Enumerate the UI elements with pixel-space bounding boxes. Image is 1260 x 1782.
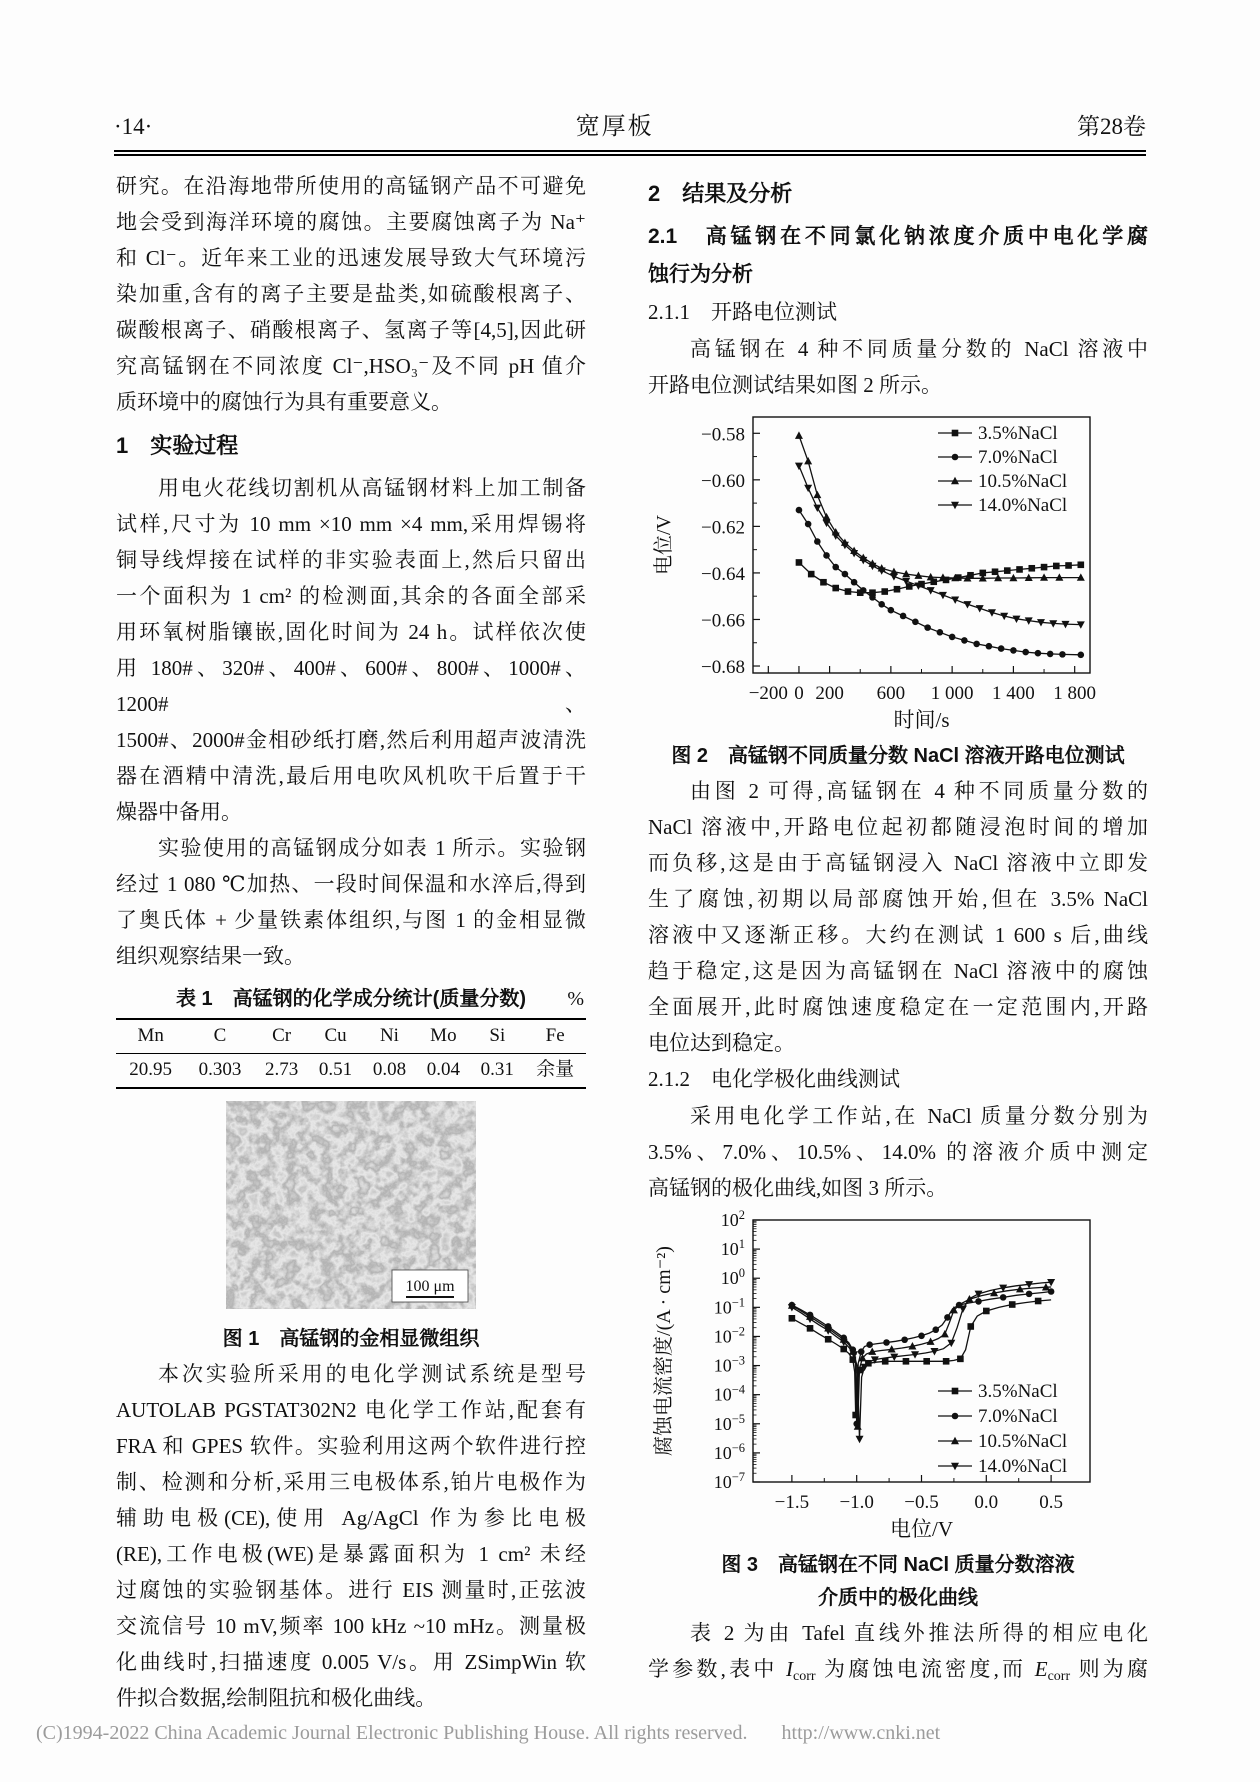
journal-title: 宽厚板: [575, 114, 654, 140]
svg-text:0: 0: [794, 683, 804, 704]
text-line: 质环境中的腐蚀行为具有重要意义。: [116, 390, 452, 414]
ecorr-subscript: corr: [1047, 1669, 1071, 1684]
page-number: ·14·: [114, 114, 153, 139]
svg-text:−1.0: −1.0: [839, 1492, 874, 1513]
text-line: 溶液中又逐渐正移。大约在测试 1 600 s 后,曲线: [648, 923, 1148, 947]
svg-text:电位/V: 电位/V: [653, 515, 675, 575]
section-1-heading: 1 实验过程: [116, 433, 239, 458]
svg-text:−0.5: −0.5: [904, 1492, 939, 1513]
text-line: 经过 1 080 ℃加热、一段时间保温和水淬后,得到: [116, 872, 586, 896]
scale-bar-label: 100 μm: [405, 1278, 455, 1295]
svg-text:10−3: $10^{-3}$: [713, 1353, 745, 1376]
text-line: 交流信号 10 mV,频率 100 kHz ~10 mHz。测量极: [116, 1614, 586, 1638]
svg-text:100: $10^0$: [720, 1266, 745, 1289]
text-line: 电位达到稳定。: [648, 1031, 795, 1055]
col-header: Ni: [379, 1025, 399, 1046]
table-cell: 0.51: [318, 1059, 353, 1080]
text-line: 铜导线焊接在试样的非实验表面上,然后只留出: [116, 548, 586, 572]
figure-2-caption: 图 2 高锰钢不同质量分数 NaCl 溶液开路电位测试: [671, 745, 1125, 767]
svg-text:−0.66: −0.66: [701, 610, 745, 632]
table-cell: 2.73: [264, 1059, 299, 1080]
svg-text:0.5: 0.5: [1039, 1492, 1063, 1513]
table-row: [116, 1054, 586, 1089]
text-line: 件拟合数据,绘制阻抗和极化曲线。: [116, 1686, 437, 1710]
figure-3-caption: 图 3 高锰钢在不同 NaCl 质量分数溶液: [721, 1554, 1075, 1576]
svg-text:−0.64: −0.64: [701, 563, 745, 585]
svg-text:600: 600: [876, 683, 906, 704]
page-footer: [36, 1722, 1236, 1745]
text-line: (RE),工作电极(WE)是暴露面积为 1 cm² 未经: [116, 1542, 586, 1566]
svg-text:腐蚀电流密度/(A · cm⁻²): 腐蚀电流密度/(A · cm⁻²): [653, 1246, 675, 1456]
text-line: 研究。在沿海地带所使用的高锰钢产品不可避免: [116, 174, 586, 198]
table-1: [116, 982, 586, 1089]
svg-text:102: $10^2$: [720, 1210, 745, 1230]
table-cell: 20.95: [129, 1059, 173, 1080]
text-line: NaCl 溶液中,开路电位起初都随浸泡时间的增加: [648, 815, 1148, 839]
text-line: 高锰钢在 4 种不同质量分数的 NaCl 溶液中: [690, 337, 1148, 361]
icorr-subscript: corr: [793, 1669, 816, 1684]
text-line: 碳酸根离子、硝酸根离子、氢离子等[4,5],因此研: [116, 318, 586, 342]
svg-text:−200: −200: [748, 683, 788, 704]
section-2-1-heading: 2.1 高锰钢在不同氯化钠浓度介质中电化学腐: [648, 225, 1148, 248]
text-line: 开路电位测试结果如图 2 所示。: [648, 373, 942, 397]
text-line: 采用电化学工作站,在 NaCl 质量分数分别为: [690, 1104, 1148, 1128]
col-header: Mo: [430, 1025, 457, 1046]
section-2-1-heading-cont: 蚀行为分析: [648, 263, 753, 286]
text-line: 1500#、2000#金相砂纸打磨,然后利用超声波清洗: [116, 728, 586, 752]
text-line: 了奥氏体 + 少量铁素体组织,与图 1 的金相显微: [116, 908, 586, 932]
text-segment: 则为腐: [1070, 1657, 1149, 1681]
text-line: 用电火花线切割机从高锰钢材料上加工制备: [158, 476, 586, 500]
svg-text:10−7: $10^{-7}$: [713, 1470, 745, 1492]
svg-text:电位/V: 电位/V: [890, 1517, 953, 1541]
svg-text:7.0%NaCl: 7.0%NaCl: [978, 447, 1058, 468]
text-line: 制、检测和分析,采用三电极体系,铂片电极作为: [116, 1470, 586, 1494]
table-1-unit: %: [567, 988, 584, 1010]
text-line: 地会受到海洋环境的腐蚀。主要腐蚀离子为 Na⁺: [116, 210, 586, 234]
svg-text:14.0%NaCl: 14.0%NaCl: [978, 495, 1068, 516]
text-line: 3.5%、7.0%、10.5%、14.0% 的溶液介质中测定: [648, 1140, 1148, 1164]
table-cell: 0.31: [480, 1059, 514, 1080]
text-line: 本次实验所采用的电化学测试系统是型号: [158, 1362, 586, 1386]
figure-3-caption-cont: 介质中的极化曲线: [818, 1587, 978, 1609]
table-cell: 余量: [536, 1059, 575, 1080]
text-line: FRA 和 GPES 软件。实验利用这两个软件进行控: [116, 1434, 586, 1458]
text-line: 过腐蚀的实验钢基体。进行 EIS 测量时,正弦波: [116, 1578, 586, 1602]
text-line: 化曲线时,扫描速度 0.005 V/s。用 ZSimpWin 软: [116, 1650, 586, 1674]
text-line: 高锰钢的极化曲线,如图 3 所示。: [648, 1176, 948, 1200]
svg-text:10−2: $10^{-2}$: [713, 1324, 745, 1347]
figure-1-caption: 图 1 高锰钢的金相显微组织: [222, 1328, 480, 1350]
svg-text:0.0: 0.0: [974, 1492, 999, 1513]
composition-table: [116, 1018, 586, 1089]
copyright-text: (C)1994-2022 China Academic Journal Electronic Publishing House. All rights reserved.: [36, 1722, 748, 1744]
text-line: 由图 2 可得,高锰钢在 4 种不同质量分数的: [690, 779, 1148, 803]
text-line: 用 180#、320#、400#、600#、800#、1000#、1200#、: [116, 656, 586, 716]
figure-2: [648, 407, 1148, 737]
svg-text:3.5%NaCl: 3.5%NaCl: [978, 423, 1058, 444]
text-line: 燥器中备用。: [116, 800, 242, 824]
svg-text:1 000: 1 000: [930, 683, 974, 704]
svg-text:10−6: $10^{-6}$: [713, 1440, 745, 1463]
col-header: Cr: [272, 1025, 292, 1046]
svg-text:时间/s: 时间/s: [893, 708, 950, 732]
text-line: 生了腐蚀,初期以局部腐蚀开始,但在 3.5% NaCl: [648, 887, 1148, 911]
table-1-caption-text: 表 1 高锰钢的化学成分统计(质量分数): [176, 988, 526, 1010]
text-line: 组织观察结果一致。: [116, 944, 305, 968]
svg-text:14.0%NaCl: 14.0%NaCl: [978, 1456, 1068, 1477]
section-2-1-2-heading: 2.1.2 电化学极化曲线测试: [648, 1067, 900, 1091]
footer-url: http://www.cnki.net: [781, 1722, 941, 1744]
micrograph-image: [226, 1101, 476, 1309]
svg-text:−0.58: −0.58: [701, 424, 745, 446]
svg-text:−0.62: −0.62: [701, 517, 745, 539]
figure-3: [648, 1210, 1148, 1546]
header-rule: [114, 150, 1146, 156]
ecorr-symbol: E: [1034, 1657, 1048, 1681]
volume-label: 第28卷: [1076, 114, 1146, 139]
col-header: Fe: [545, 1025, 565, 1046]
col-header: Mn: [137, 1025, 164, 1046]
svg-text:10−4: $10^{-4}$: [713, 1382, 745, 1405]
text-line: 一个面积为 1 cm² 的检测面,其余的各面全部采: [116, 584, 586, 608]
text-line: 究高锰钢在不同浓度 Cl⁻,HSO₃⁻及不同 pH 值介: [116, 354, 586, 378]
svg-text:−0.60: −0.60: [701, 470, 745, 492]
left-column: [116, 168, 586, 1716]
svg-text:101: $10^1$: [720, 1237, 745, 1260]
page-header: [114, 106, 1146, 141]
text-line: 用环氧树脂镶嵌,固化时间为 24 h。试样依次使: [116, 620, 586, 644]
table-1-caption: [116, 982, 586, 1016]
col-header: Si: [489, 1025, 506, 1046]
section-2-heading: 2 结果及分析: [648, 181, 793, 206]
svg-text:200: 200: [815, 683, 844, 704]
text-line: 实验使用的高锰钢成分如表 1 所示。实验钢: [158, 836, 586, 860]
svg-text:−0.68: −0.68: [701, 657, 745, 679]
svg-text:1 800: 1 800: [1053, 683, 1097, 704]
text-line: 趋于稳定,这是因为高锰钢在 NaCl 溶液中的腐蚀: [648, 959, 1148, 983]
svg-text:10.5%NaCl: 10.5%NaCl: [978, 1431, 1068, 1452]
svg-text:1 400: 1 400: [992, 683, 1035, 704]
svg-text:−1.5: −1.5: [774, 1492, 810, 1513]
open-circuit-potential-chart: [648, 407, 1148, 737]
text-line: 器在酒精中清洗,最后用电吹风机吹干后置于干: [116, 764, 586, 788]
text-line: 而负移,这是由于高锰钢浸入 NaCl 溶液中立即发: [648, 851, 1148, 875]
col-header: Cu: [324, 1025, 347, 1046]
table-cell: 0.08: [372, 1059, 407, 1080]
text-line: 表 2 为由 Tafel 直线外推法所得的相应电化: [690, 1621, 1148, 1645]
table-cell: 0.303: [198, 1059, 242, 1080]
svg-text:10−5: $10^{-5}$: [713, 1411, 745, 1434]
text-line: 辅助电极(CE),使用 Ag/AgCl 作为参比电极: [116, 1506, 586, 1530]
icorr-symbol: I: [786, 1657, 794, 1681]
section-2-1-1-heading: 2.1.1 开路电位测试: [648, 300, 837, 324]
svg-text:7.0%NaCl: 7.0%NaCl: [978, 1406, 1058, 1427]
col-header: C: [213, 1025, 227, 1046]
text-line: AUTOLAB PGSTAT302N2 电化学工作站,配套有: [116, 1398, 586, 1422]
svg-text:10−1: $10^{-1}$: [713, 1295, 745, 1318]
text-segment: 学参数,表中: [648, 1657, 787, 1681]
text-line: [648, 1651, 1148, 1695]
text-line: 和 Cl⁻。近年来工业的迅速发展导致大气环境污: [116, 246, 586, 270]
svg-text:3.5%NaCl: 3.5%NaCl: [978, 1381, 1058, 1402]
text-line: 染加重,含有的离子主要是盐类,如硫酸根离子、: [116, 282, 586, 306]
polarization-curve-chart: [648, 1210, 1148, 1546]
table-header-row: [116, 1019, 586, 1054]
table-cell: 0.04: [426, 1059, 460, 1080]
text-line: 试样,尺寸为 10 mm ×10 mm ×4 mm,采用焊锡将: [116, 512, 586, 536]
figure-1: [226, 1101, 476, 1320]
svg-text:10.5%NaCl: 10.5%NaCl: [978, 471, 1068, 492]
text-segment: 为腐蚀电流密度,而: [815, 1657, 1035, 1681]
text-line: 全面展开,此时腐蚀速度稳定在一定范围内,开路: [648, 995, 1148, 1019]
right-column: [648, 168, 1148, 1695]
